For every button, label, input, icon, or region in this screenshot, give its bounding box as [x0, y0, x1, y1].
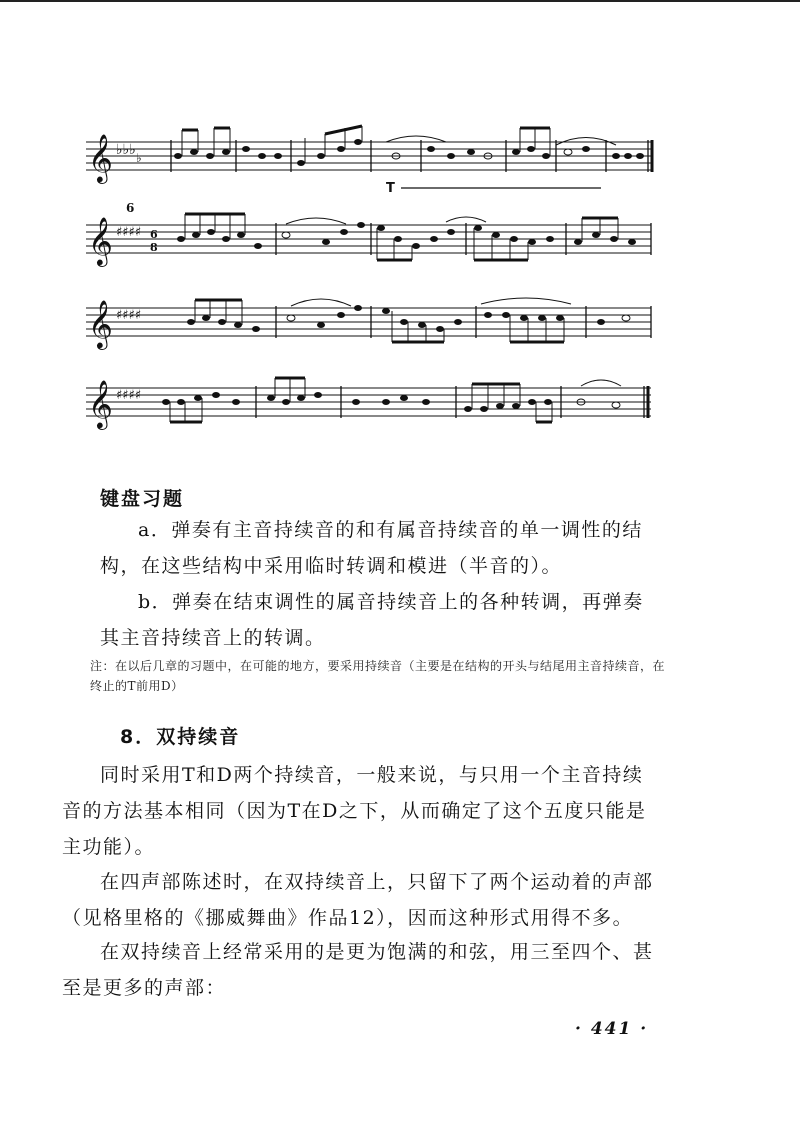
exercise-footnote: 注：在以后几章的习题中，在可能的地方，要采用持续音（主要是在结构的开头与结尾用主音持续音，在终止的T前用D） — [90, 659, 666, 693]
section-8-paragraph-2: 在四声部陈述时，在双持续音上，只留下了两个运动着的声部（见格里格的《挪威舞曲》作品12），因而这种形式用得不多。 — [62, 871, 654, 929]
svg-text:♭♭♭: ♭♭♭ — [116, 142, 136, 158]
svg-text:𝄞: 𝄞 — [88, 216, 113, 265]
score-system-1 — [86, 126, 652, 196]
svg-text:𝄞: 𝄞 — [88, 299, 113, 348]
svg-text:6: 6 — [150, 228, 158, 241]
section-8-heading: 8．双持续音 — [120, 726, 241, 748]
svg-text:♯♯♯♯: ♯♯♯♯ — [116, 225, 142, 240]
score-system-4 — [86, 378, 651, 430]
section-8-paragraph-3: 在双持续音上经常采用的是更为饱满的和弦，用三至四个、甚至是更多的声部： — [62, 941, 654, 999]
keyboard-exercises-heading: 键盘习题 — [100, 488, 185, 510]
svg-text:♯♯♯♯: ♯♯♯♯ — [116, 308, 142, 323]
exercise-item-a: a．弹奏有主音持续音的和有属音持续音的单一调性的结构，在这些结构中采用临时转调和模进（半音的）。 — [100, 519, 643, 577]
section-8-paragraph-1: 同时采用T和D两个持续音，一般来说，与只用一个主音持续音的方法基本相同（因为T在D之下，从而确定了这个五度只能是主功能）。 — [62, 764, 647, 858]
measure-number: 6 — [126, 201, 135, 215]
exercise-item-b: b．弹奏在结束调性的属音持续音上的各种转调，再弹奏其主音持续音上的转调。 — [100, 591, 644, 649]
svg-text:♭: ♭ — [136, 151, 142, 165]
top-border-line — [0, 0, 800, 2]
page-number: · 441 · — [575, 1019, 649, 1039]
score-system-3 — [86, 298, 651, 350]
svg-text:♯♯♯♯: ♯♯♯♯ — [116, 388, 142, 403]
svg-text:𝄞: 𝄞 — [88, 133, 113, 182]
svg-text:𝄞: 𝄞 — [88, 379, 113, 428]
music-score — [86, 120, 666, 430]
svg-text:8: 8 — [150, 241, 158, 254]
score-system-2 — [86, 201, 651, 267]
tonic-pedal-marker: T — [386, 181, 395, 196]
